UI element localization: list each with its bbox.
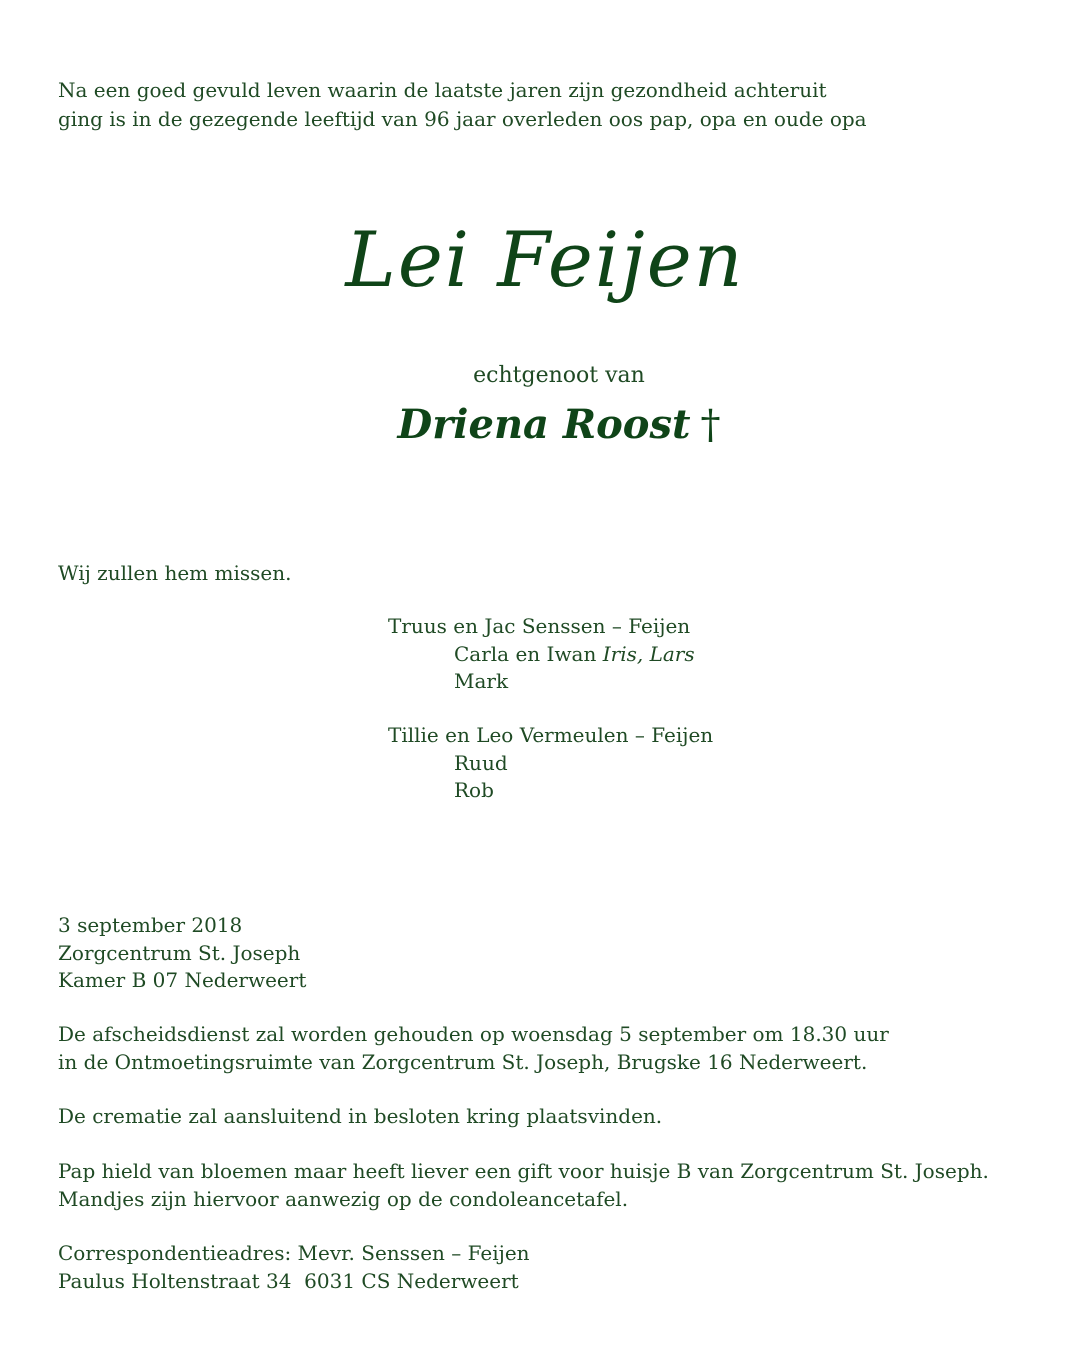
death-date: 3 september 2018 [58,913,243,937]
child-name: Rob [454,778,494,802]
child-name: Ruud [454,750,508,775]
flowers-line-1: Pap hield van bloemen maar heeft liever een gift voor huisje B van Zorgcentrum St. Joseph. [58,1159,989,1183]
correspondence-block [58,1240,530,1295]
deceased-name: Lei Feijen [345,215,745,304]
cremation-block [58,1103,662,1131]
cross-icon: † [700,402,721,448]
child-name: Carla en Iwan [454,641,603,666]
family-child [388,777,713,805]
flowers-block [58,1158,989,1213]
family-head: Tillie en Leo Vermeulen – Feijen [388,723,714,747]
place-date-block [58,912,306,995]
grandchildren-names: Iris, Lars [602,641,695,666]
service-line-1: De afscheidsdienst zal worden gehouden op woensdag 5 september om 18.30 uur [58,1022,889,1046]
family-child [388,750,713,778]
family-child [388,641,695,669]
family-group [388,722,713,805]
cremation-text: De crematie zal aansluitend in besloten kring plaatsvinden. [58,1104,663,1128]
service-line-2: in de Ontmoetingsruimte van Zorgcentrum St. Joseph, Brugske 16 Nederweert. [58,1049,868,1074]
spouse-name: Driena Roost [397,401,691,448]
closing-note: Wij zullen hem missen. [58,561,292,585]
death-location: Zorgcentrum St. Joseph [58,940,301,965]
spouse-label: echtgenoot van [473,363,645,388]
intro-line-1: Na een goed gevuld leven waarin de laatste jaren zijn gezondheid achteruit [58,78,827,102]
flowers-line-2: Mandjes zijn hiervoor aanwezig op de condoleancetafel. [58,1186,629,1211]
service-block [58,1021,889,1076]
intro-line-2: ging is in de gezegende leeftijd van 96 jaar overleden oos pap, opa en oude opa [58,107,867,131]
death-room: Kamer B 07 Nederweert [58,968,307,992]
correspondence-address: Paulus Holtenstraat 34 6031 CS Nederweert [58,1268,519,1293]
child-name: Mark [454,669,509,693]
correspondence-line-1: Correspondentieadres: Mevr. Senssen – Feijen [58,1241,530,1265]
spouse-name-line [0,396,1090,454]
family-child [388,668,695,696]
family-group [388,613,695,696]
family-head: Truus en Jac Senssen – Feijen [388,614,691,638]
intro-text [58,76,867,134]
